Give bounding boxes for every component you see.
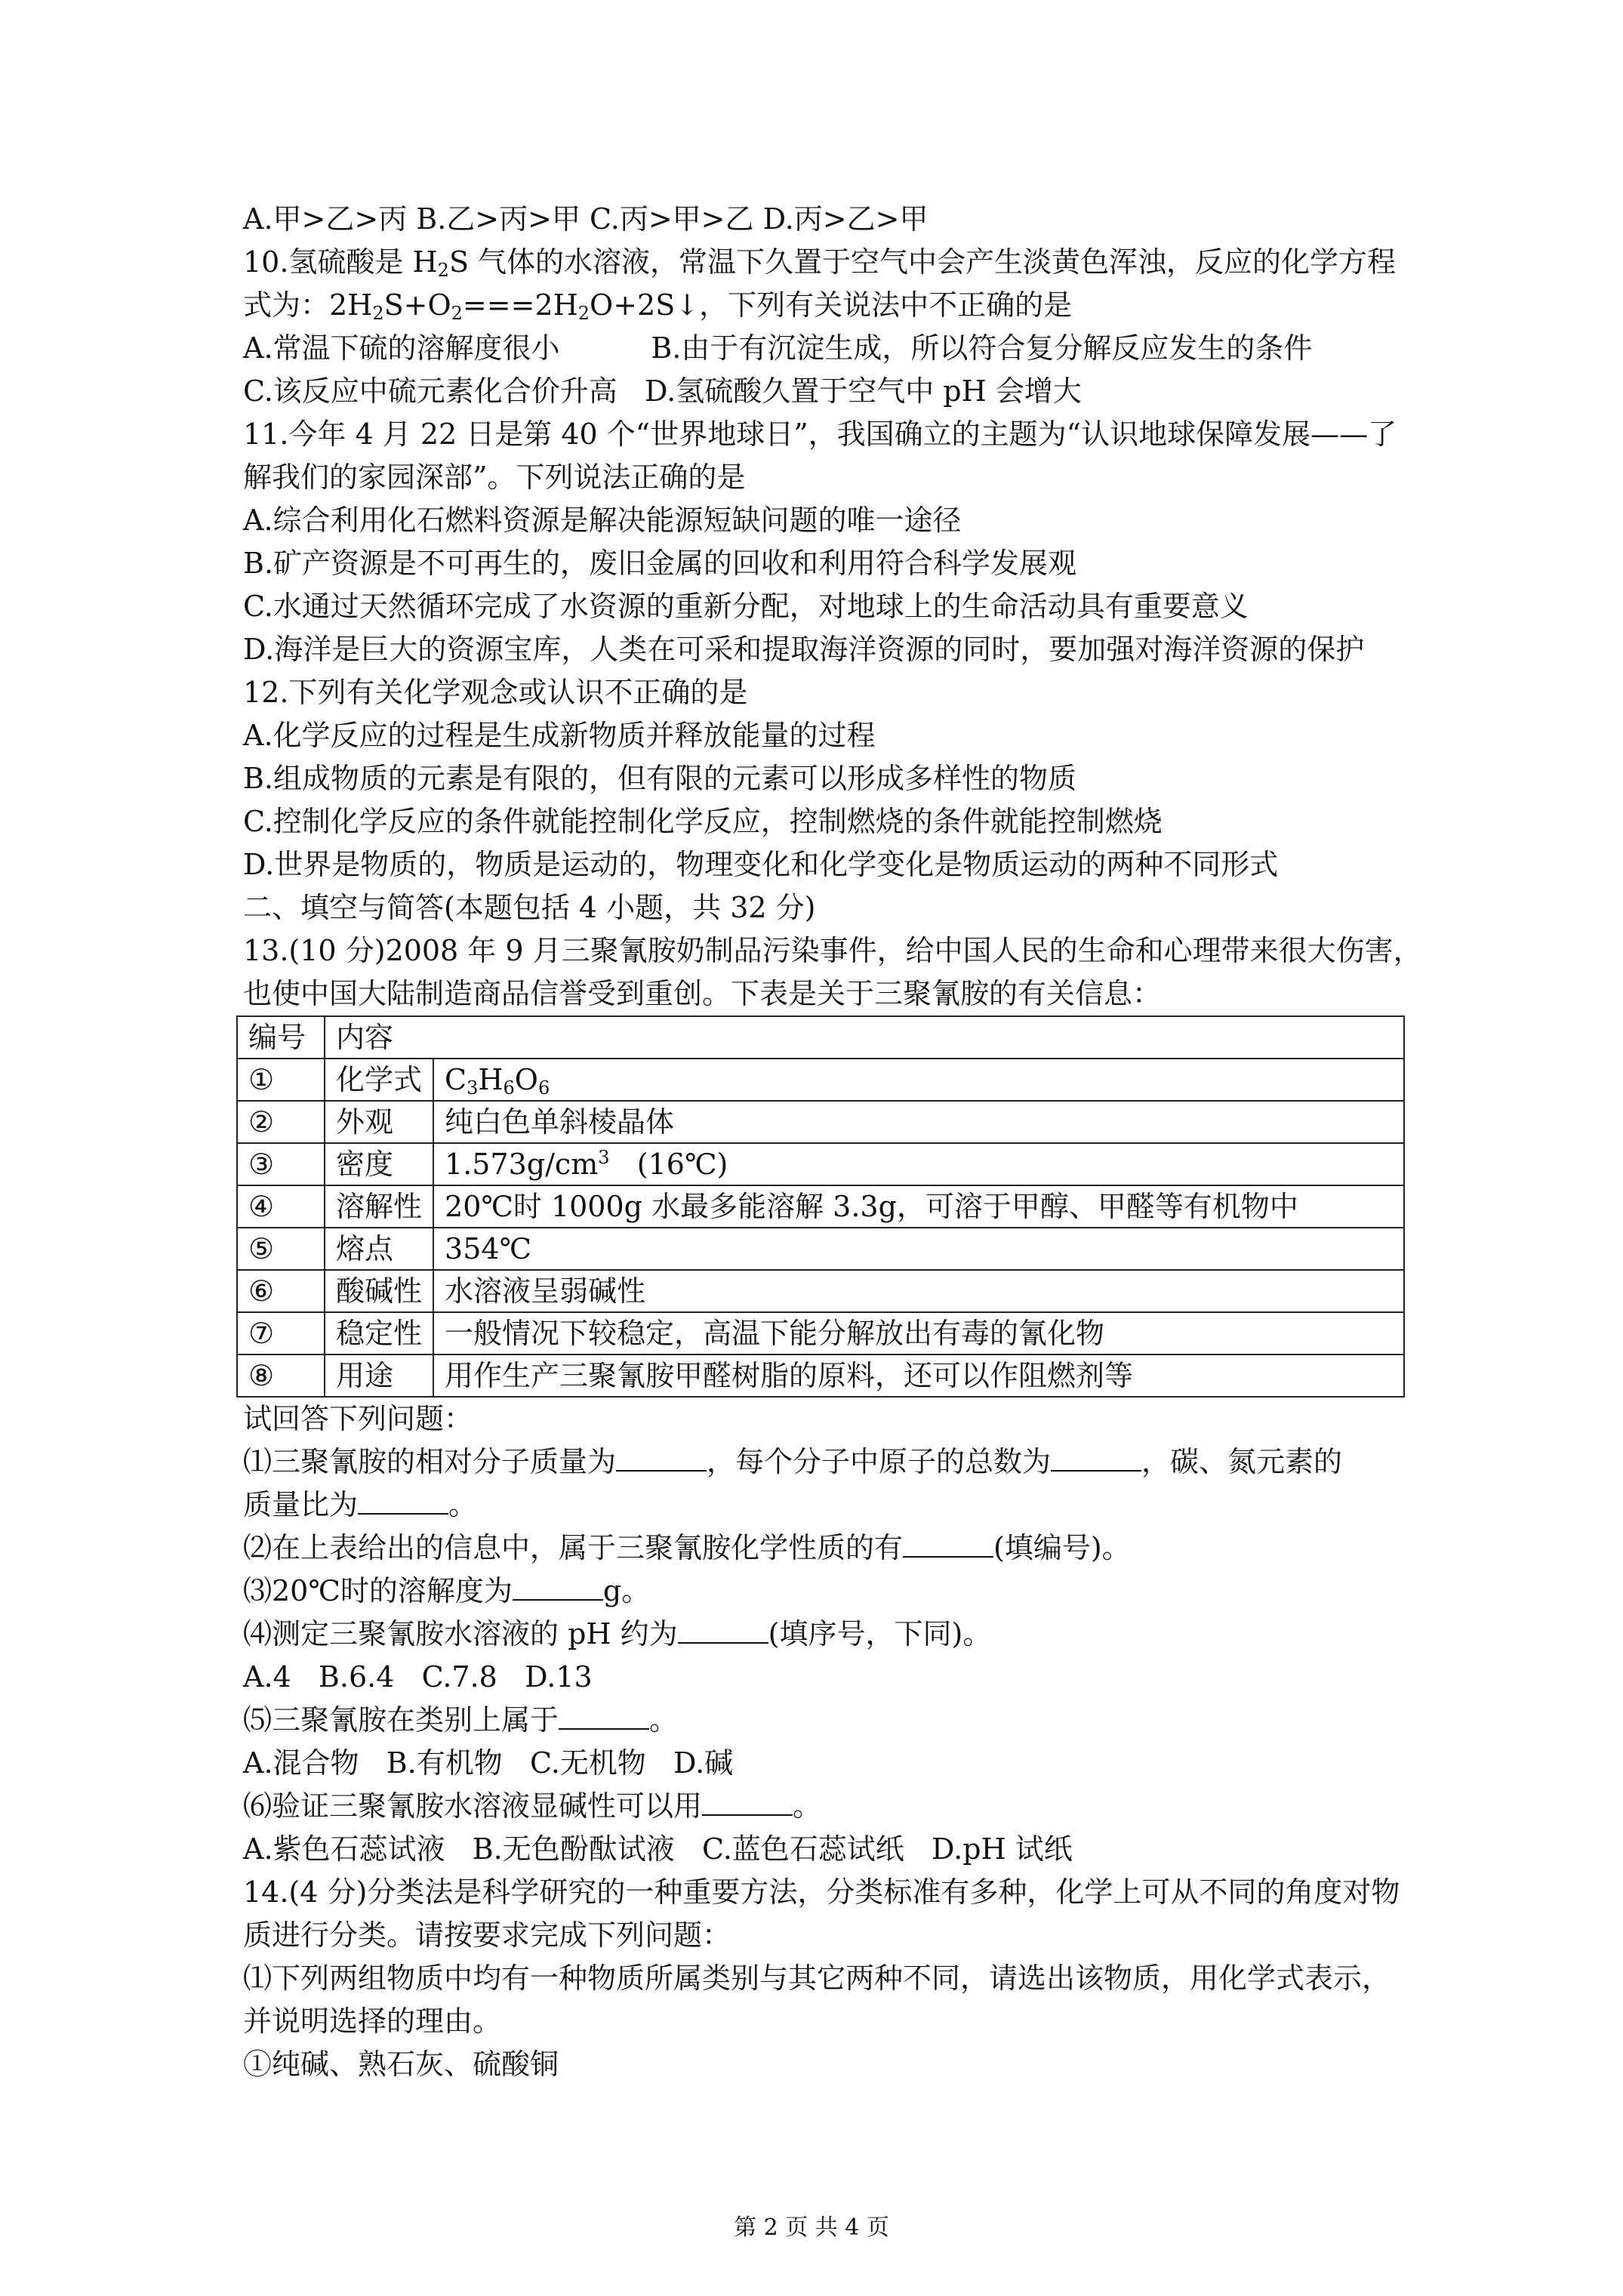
- answer-blank[interactable]: [616, 1444, 707, 1472]
- q13-part-6-options: A.紫色石蕊试液 B.无色酚酞试液 C.蓝色石蕊试纸 D.pH 试纸: [243, 1832, 1073, 1866]
- q13-part-1: ⑴三聚氰胺的相对分子质量为 ，每个分子中原子的总数为 ，碳、氮元素的: [243, 1445, 1343, 1478]
- q12-option-a: A.化学反应的过程是生成新物质并释放能量的过程: [243, 719, 876, 752]
- answer-blank[interactable]: [559, 1703, 649, 1730]
- table-row: ② 外观 纯白色单斜棱晶体: [237, 1101, 1404, 1143]
- table-header-num: 编号: [237, 1016, 325, 1059]
- table-row: ① 化学式 $C_3H_6O_6$: [237, 1059, 1404, 1101]
- q10-options-cd: C.该反应中硫元素化合价升高 D.氢硫酸久置于空气中 pH 会增大: [243, 374, 1082, 408]
- table-row: ③ 密度 $1.573g/cm^3$ (16℃): [237, 1143, 1404, 1185]
- table-row: ⑧ 用途 用作生产三聚氰胺甲醛树脂的原料，还可以作阻燃剂等: [237, 1354, 1404, 1397]
- q14-group-1: ①纯碱、熟石灰、硫酸铜: [243, 2048, 559, 2081]
- q10-stem: 10.氢硫酸是 $H_2S$ 气体的水溶液，常温下久置于空气中会产生淡黄色浑浊，反应的化学方程: [243, 245, 1397, 281]
- table-row: ⑤ 熔点 354℃: [237, 1228, 1404, 1270]
- q12-stem: 12.下列有关化学观念或认识不正确的是: [243, 676, 748, 709]
- q13-part-4: ⑷测定三聚氰胺水溶液的 pH 约为 (填序号，下同)。: [243, 1617, 992, 1650]
- q13-part-2: ⑵在上表给出的信息中，属于三聚氰胺化学性质的有 (填编号)。: [243, 1531, 1131, 1564]
- table-header-content: 内容: [325, 1016, 1404, 1059]
- answer-blank[interactable]: [702, 1789, 793, 1816]
- q10-equation: 式为：$2H_2S+O_2===2H_2O+2S↓$，下列有关说法中不正确的是: [243, 288, 1073, 324]
- q12-option-c: C.控制化学反应的条件就能控制化学反应，控制燃烧的条件就能控制燃烧: [243, 805, 1163, 838]
- q13-stem-2: 也使中国大陆制造商品信誉受到重创。下表是关于三聚氰胺的有关信息：: [243, 977, 1162, 1010]
- q12-option-b: B.组成物质的元素是有限的，但有限的元素可以形成多样性的物质: [243, 762, 1077, 795]
- answer-blank[interactable]: [678, 1616, 768, 1644]
- q14-part-1-cont: 并说明选择的理由。: [243, 2005, 502, 2038]
- q9-options: A.甲>乙>丙 B.乙>丙>甲 C.丙>甲>乙 D.丙>乙>甲: [243, 202, 929, 236]
- q11-stem-1: 11.今年 4 月 22 日是第 40 个“世界地球日”，我国确立的主题为“认识地球保障发展——了: [243, 418, 1397, 451]
- q11-option-b: B.矿产资源是不可再生的，废旧金属的回收和利用符合科学发展观: [243, 547, 1077, 580]
- density-cell: $1.573g/cm^3$ (16℃): [433, 1143, 1404, 1185]
- q13-ask: 试回答下列问题：: [243, 1402, 473, 1435]
- q11-option-c: C.水通过天然循环完成了水资源的重新分配，对地球上的生命活动具有重要意义: [243, 590, 1249, 623]
- table-row: ⑦ 稳定性 一般情况下较稳定，高温下能分解放出有毒的氰化物: [237, 1312, 1404, 1354]
- q13-part-5-options: A.混合物 B.有机物 C.无机物 D.碱: [243, 1746, 734, 1780]
- answer-blank[interactable]: [358, 1487, 448, 1515]
- table-header-row: [237, 1016, 1404, 1059]
- q13-stem-1: 13.(10 分)2008 年 9 月三聚氰胺奶制品污染事件，给中国人民的生命和心理带来很大伤害，: [243, 934, 1422, 967]
- exam-page-content: [243, 198, 1422, 2086]
- page-footer: 第 2 页 共 4 页: [734, 2214, 889, 2241]
- section-2-heading: 二、填空与简答(本题包括 4 小题，共 32 分): [243, 891, 816, 924]
- q10-options-ab: A.常温下硫的溶解度很小 B.由于有沉淀生成，所以符合复分解反应发生的条件: [243, 331, 1313, 365]
- q13-part-6: ⑹验证三聚氰胺水溶液显碱性可以用 。: [243, 1789, 822, 1823]
- table-row: ④ 溶解性 20℃时 1000g 水最多能溶解 3.3g，可溶于甲醇、甲醛等有机物中: [237, 1185, 1404, 1228]
- answer-blank[interactable]: [513, 1573, 603, 1601]
- q13-part-5: ⑸三聚氰胺在类别上属于 。: [243, 1703, 679, 1737]
- q13-part-4-options: A.4 B.6.4 C.7.8 D.13: [243, 1660, 593, 1693]
- answer-blank[interactable]: [1051, 1444, 1141, 1472]
- q14-stem-1: 14.(4 分)分类法是科学研究的一种重要方法，分类标准有多种，化学上可从不同的角度对物: [243, 1875, 1400, 1909]
- q14-stem-2: 质进行分类。请按要求完成下列问题：: [243, 1918, 731, 1952]
- formula-cell: $C_3H_6O_6$: [433, 1059, 1404, 1101]
- q11-option-d: D.海洋是巨大的资源宝库，人类在可采和提取海洋资源的同时，要加强对海洋资源的保护: [243, 633, 1365, 666]
- q14-part-1: ⑴下列两组物质中均有一种物质所属类别与其它两种不同，请选出该物质，用化学式表示，: [243, 1962, 1391, 1995]
- table-row: ⑥ 酸碱性 水溶液呈弱碱性: [237, 1270, 1404, 1312]
- answer-blank[interactable]: [903, 1530, 993, 1558]
- q11-stem-2: 解我们的家园深部”。下列说法正确的是: [243, 461, 746, 494]
- melamine-info-table: [236, 1015, 1405, 1398]
- q11-option-a: A.综合利用化石燃料资源是解决能源短缺问题的唯一途径: [243, 504, 962, 537]
- q12-option-d: D.世界是物质的，物质是运动的，物理变化和化学变化是物质运动的两种不同形式: [243, 848, 1279, 881]
- q13-part-1-cont: 质量比为 。: [243, 1488, 478, 1521]
- q13-part-3: ⑶20℃时的溶解度为 g。: [243, 1574, 651, 1607]
